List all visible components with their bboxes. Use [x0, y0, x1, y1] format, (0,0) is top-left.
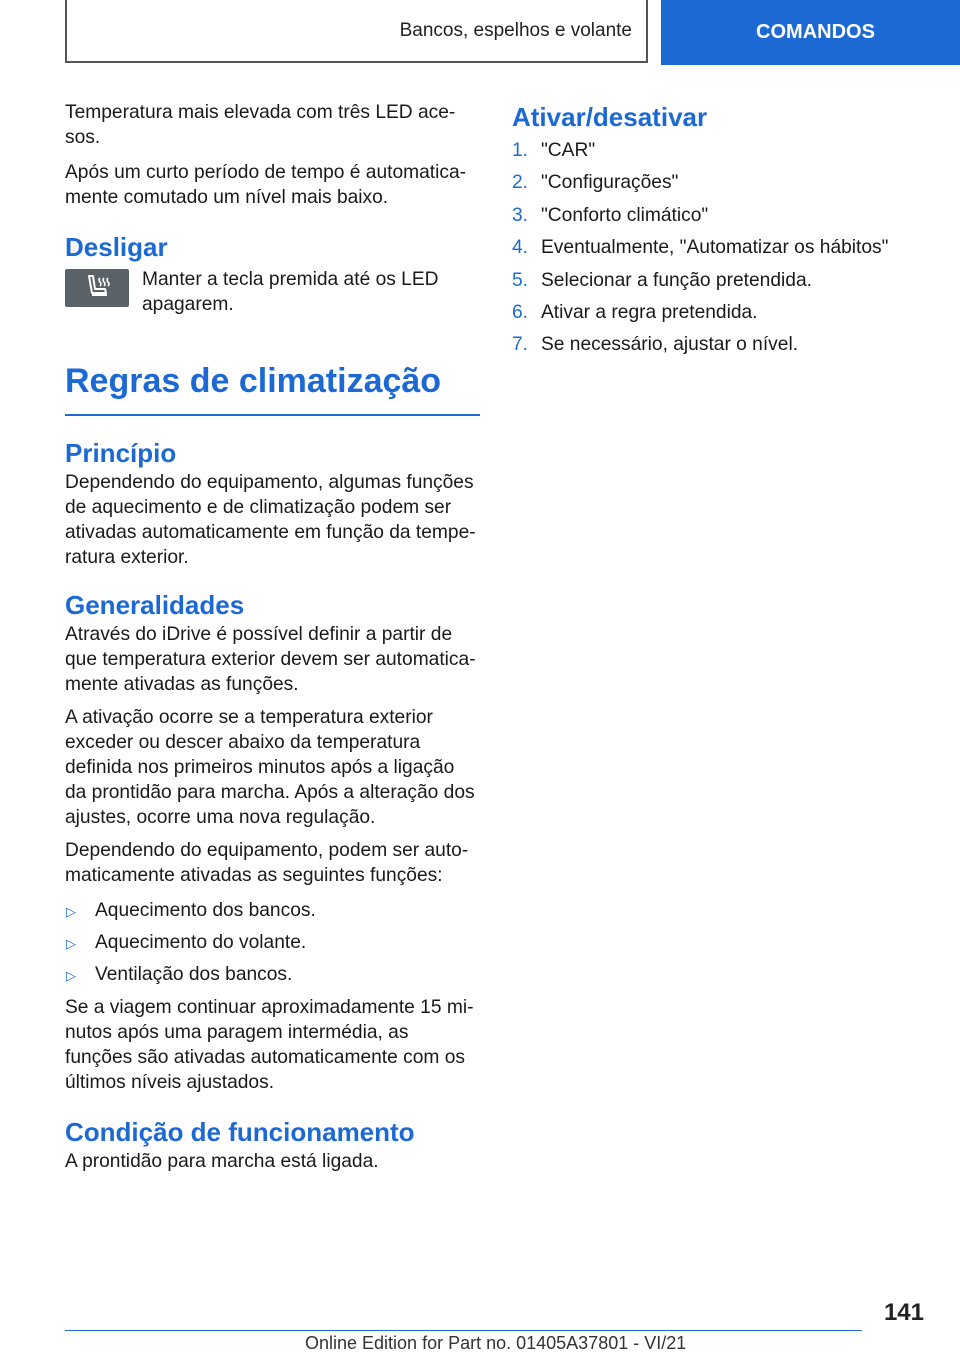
desligar-heading: Desligar	[65, 232, 168, 262]
desligar-row	[65, 267, 480, 317]
principio-text: Dependendo do equipamento, algumas funções de aquecimento e de climatização podem ser ativadas automaticamente em função da temperatura exterior.	[65, 472, 476, 568]
left-column	[65, 100, 480, 1184]
step-text: Se necessário, ajustar o nível.	[541, 334, 799, 356]
generalidades-paragraph-2: A ativação ocorre se a temperatura exterior exceder ou descer abaixo da temperatura definida nos primeiros minutos após a ligação da prontidão para marcha. Após a alteração dos ajustes, ocorre uma nova regulação.	[65, 707, 475, 828]
step-number: 5.	[512, 269, 529, 291]
desligar-text: Manter a tecla premida até os LED apagarem.	[142, 269, 439, 315]
triangle-bullet-icon: ▷	[66, 936, 76, 951]
step-item	[512, 300, 932, 325]
section-title: Bancos, espelhos e volante	[399, 19, 632, 41]
step-number: 3.	[512, 204, 529, 226]
step-number: 1.	[512, 140, 529, 161]
generalidades-heading: Generalidades	[65, 590, 245, 620]
list-item-text: Ventilação dos bancos.	[95, 964, 293, 985]
step-text: "CAR"	[541, 140, 596, 161]
list-item	[65, 930, 480, 955]
step-number: 6.	[512, 301, 529, 323]
footer-divider	[65, 1330, 862, 1331]
step-text: Eventualmente, "Automatizar os hábitos"	[541, 237, 889, 259]
page-number: 141	[883, 1299, 924, 1326]
functions-list	[65, 898, 480, 987]
condicao-heading: Condição de funcionamento	[65, 1117, 415, 1147]
step-text: Selecionar a função pretendida.	[541, 269, 812, 291]
step-text: "Configurações"	[541, 172, 679, 194]
step-text: Ativar a regra pretendida.	[541, 301, 758, 323]
condicao-text: A prontidão para marcha está ligada.	[65, 1151, 379, 1172]
right-column	[512, 100, 932, 365]
chapter-tab-label: COMANDOS	[756, 21, 875, 43]
intro-paragraph-1: Temperatura mais elevada com três LED acesos.	[65, 102, 456, 148]
step-number: 4.	[512, 237, 529, 259]
principio-heading: Princípio	[65, 438, 177, 468]
step-item	[512, 268, 932, 293]
edition-footer: Online Edition for Part no. 01405A37801 - VI/21	[305, 1333, 687, 1353]
chapter-tab[interactable]	[661, 0, 960, 65]
list-item	[65, 962, 480, 987]
running-header	[65, 0, 648, 63]
generalidades-paragraph-4: Se a viagem continuar aproximadamente 15 minutos após uma paragem intermédia, as funções são ativadas automaticamente com os últimos níveis ajustados.	[65, 997, 474, 1093]
list-item-text: Aquecimento dos bancos.	[95, 900, 316, 921]
seat-heating-icon	[65, 269, 129, 307]
step-text: "Conforto climático"	[541, 204, 709, 226]
triangle-bullet-icon: ▷	[66, 904, 76, 919]
list-item-text: Aquecimento do volante.	[95, 932, 307, 953]
step-item	[512, 332, 932, 357]
ativar-heading: Ativar/desativar	[512, 102, 708, 132]
intro-paragraph-2: Após um curto período de tempo é automaticamente comutado um nível mais baixo.	[65, 162, 467, 208]
step-item	[512, 138, 932, 163]
step-item	[512, 203, 932, 228]
steps-list	[512, 138, 932, 357]
list-item	[65, 898, 480, 923]
regras-heading: Regras de climatização	[65, 360, 480, 416]
generalidades-paragraph-1: Através do iDrive é possível definir a partir de que temperatura exterior devem ser automaticamente ativadas as funções.	[65, 624, 476, 695]
triangle-bullet-icon: ▷	[66, 968, 76, 983]
step-item	[512, 170, 932, 195]
step-number: 7.	[512, 334, 529, 356]
step-item	[512, 235, 932, 260]
step-number: 2.	[512, 172, 529, 194]
generalidades-paragraph-3: Dependendo do equipamento, podem ser automaticamente ativadas as seguintes funções:	[65, 840, 469, 886]
